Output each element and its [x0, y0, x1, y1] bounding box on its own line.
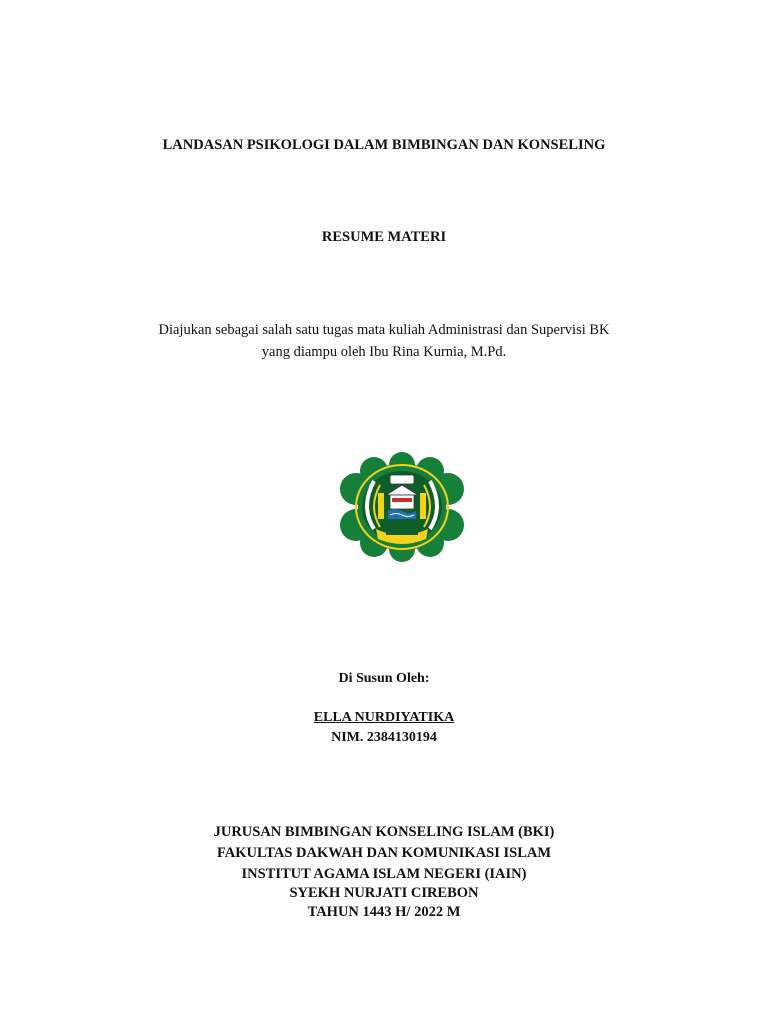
- description-line-2: yang diampu oleh Ibu Rina Kurnia, M.Pd.: [261, 344, 507, 360]
- emblem-svg: [334, 451, 470, 563]
- institution-line-5: TAHUN 1443 H/ 2022 M: [307, 904, 461, 920]
- iain-emblem-icon: [334, 451, 470, 563]
- description-line-1: Diajukan sebagai salah satu tugas mata kuliah Administrasi dan Supervisi BK: [158, 322, 610, 338]
- document-title: LANDASAN PSIKOLOGI DALAM BIMBINGAN DAN KONSELING: [162, 137, 606, 153]
- author-nim: NIM. 2384130194: [331, 730, 437, 745]
- institution-line-4: SYEKH NURJATI CIREBON: [289, 885, 479, 901]
- document-subtitle: RESUME MATERI: [321, 229, 447, 245]
- author-name: ELLA NURDIYATIKA: [313, 710, 455, 725]
- author-heading: Di Susun Oleh:: [338, 671, 430, 686]
- institution-line-1: JURUSAN BIMBINGAN KONSELING ISLAM (BKI): [213, 824, 555, 840]
- institution-line-3: INSTITUT AGAMA ISLAM NEGERI (IAIN): [241, 866, 527, 882]
- institution-line-2: FAKULTAS DAKWAH DAN KOMUNIKASI ISLAM: [216, 845, 552, 861]
